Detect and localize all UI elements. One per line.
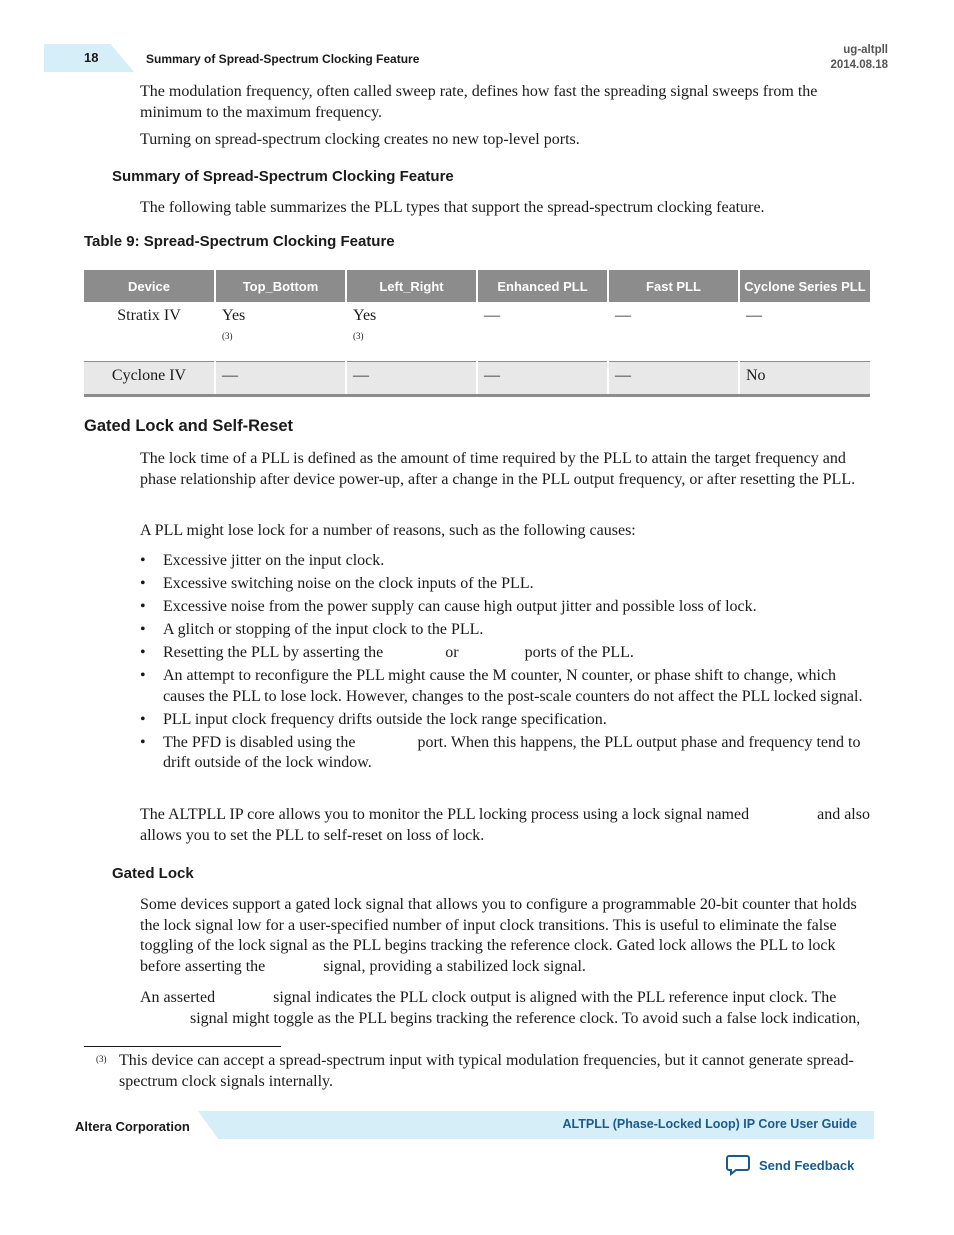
header-doc-info	[830, 43, 888, 73]
list-item	[140, 733, 872, 774]
lose-lock-causes-list	[140, 551, 872, 776]
footnote-mark: (3)	[96, 1054, 107, 1064]
text-segment: and also allows you to set the PLL to self-reset on loss of lock.	[140, 806, 870, 844]
table-caption: Table 9: Spread-Spectrum Clocking Feature	[84, 233, 395, 250]
intro-paragraph-1: The modulation frequency, often called sweep rate, defines how fast the spreading signal sweeps from the minimum to the maximum frequency.	[140, 83, 818, 121]
text-segment: The PFD is disabled using the	[163, 733, 356, 751]
cell-cyclone-series-pll: No	[739, 362, 870, 396]
list-item: • Excessive jitter on the input clock.	[140, 551, 872, 572]
gated-lock-paragraph-2	[140, 988, 872, 1029]
footer-company: Altera Corporation	[75, 1119, 190, 1134]
cell-left-right: —	[346, 362, 477, 396]
text-segment: port. When this happens, the PLL output phase and frequency tend to drift outside of the lock window.	[163, 733, 861, 771]
col-header-cyclone-series-pll: Cyclone Series PLL	[739, 270, 870, 302]
text-segment: signal indicates the PLL clock output is aligned with the PLL reference input clock. The	[273, 989, 837, 1006]
list-item: • Excessive noise from the power supply can cause high output jitter and possible loss of lock.	[140, 597, 872, 618]
lock-time-paragraph: The lock time of a PLL is defined as the amount of time required by the PLL to attain the target frequency and phase relationship after device power-up, after a change in the PLL output frequency, or after resetting the PLL.	[140, 450, 856, 488]
text-segment: or	[445, 644, 459, 661]
cell-enhanced-pll: —	[477, 362, 608, 396]
monitor-lock-paragraph	[140, 805, 872, 846]
doc-date: 2014.08.18	[830, 59, 888, 71]
footnote-divider	[84, 1046, 281, 1047]
text-segment: An asserted	[140, 989, 216, 1006]
cell-fast-pll: —	[608, 302, 739, 362]
send-feedback-label: Send Feedback	[759, 1157, 855, 1173]
intro-paragraph-2: Turning on spread-spectrum clocking creates no new top-level ports.	[140, 131, 580, 148]
cell-device: Cyclone IV	[84, 362, 215, 396]
text-segment: signal might toggle as the PLL begins tracking the reference clock. To avoid such a false lock indication,	[190, 1009, 861, 1027]
lose-lock-intro: A PLL might lose lock for a number of reasons, such as the following causes:	[140, 522, 636, 539]
table-row	[84, 302, 870, 362]
list-item: • PLL input clock frequency drifts outside the lock range specification.	[140, 710, 872, 731]
gated-lock-heading: Gated Lock	[112, 865, 194, 882]
list-item: • A glitch or stopping of the input clock to the PLL.	[140, 620, 872, 641]
spread-spectrum-table	[84, 270, 870, 397]
cell-enhanced-pll: —	[477, 302, 608, 362]
footnote-ref[interactable]: (3)	[353, 331, 364, 341]
footnote	[96, 1051, 872, 1092]
cell-top-bottom	[215, 302, 346, 362]
footer-guide-title[interactable]: ALTPLL (Phase-Locked Loop) IP Core User Guide	[562, 1117, 857, 1131]
cell-left-right	[346, 302, 477, 362]
col-header-fast-pll: Fast PLL	[608, 270, 739, 302]
summary-paragraph: The following table summarizes the PLL types that support the spread-spectrum clocking feature.	[140, 199, 765, 216]
text-segment: Resetting the PLL by asserting the	[163, 644, 384, 661]
col-header-device: Device	[84, 270, 215, 302]
col-header-top-bottom: Top_Bottom	[215, 270, 346, 302]
cell-top-bottom: —	[215, 362, 346, 396]
text-segment: The ALTPLL IP core allows you to monitor the PLL locking process using a lock signal named	[140, 806, 750, 823]
footnote-ref[interactable]: (3)	[222, 331, 233, 341]
gated-lock-self-reset-heading: Gated Lock and Self-Reset	[84, 417, 294, 435]
page-number: 18	[84, 50, 99, 65]
cell-cyclone-series-pll: —	[739, 302, 870, 362]
doc-id: ug-altpll	[843, 44, 888, 56]
col-header-enhanced-pll: Enhanced PLL	[477, 270, 608, 302]
cell-value: Yes	[222, 307, 246, 324]
list-item	[140, 643, 872, 664]
footnote-text: This device can accept a spread-spectrum input with typical modulation frequencies, but it cannot generate spread-spectrum clock signals internally.	[119, 1052, 854, 1090]
speech-bubble-icon	[726, 1154, 750, 1176]
send-feedback-link[interactable]	[726, 1154, 854, 1176]
text-segment: signal, providing a stabilized lock signal.	[323, 957, 586, 975]
text-segment: Some devices support a gated lock signal that allows you to configure a programmable 20-bit counter that holds the lock signal low for a user-specified number of input clock transitions. This is useful to eliminate the false toggling of the lock signal as the PLL begins tracking the reference clock. Gated lock allows the PLL to lock before asserting the	[140, 896, 857, 975]
cell-device: Stratix IV	[84, 302, 215, 362]
cell-value: Yes	[353, 307, 377, 324]
list-item: • An attempt to reconfigure the PLL might cause the M counter, N counter, or phase shift to change, which causes the PLL to lose lock. However, changes to the post-scale counters do not affect the PLL locked signal.	[140, 666, 872, 707]
cell-fast-pll: —	[608, 362, 739, 396]
table-header-row	[84, 270, 870, 302]
text-segment: ports of the PLL.	[524, 644, 634, 661]
summary-heading: Summary of Spread-Spectrum Clocking Feature	[112, 168, 454, 185]
col-header-left-right: Left_Right	[346, 270, 477, 302]
gated-lock-paragraph-1	[140, 895, 872, 977]
table-row	[84, 362, 870, 396]
running-header-section: Summary of Spread-Spectrum Clocking Feature	[146, 52, 420, 66]
list-item: • Excessive switching noise on the clock inputs of the PLL.	[140, 574, 872, 595]
